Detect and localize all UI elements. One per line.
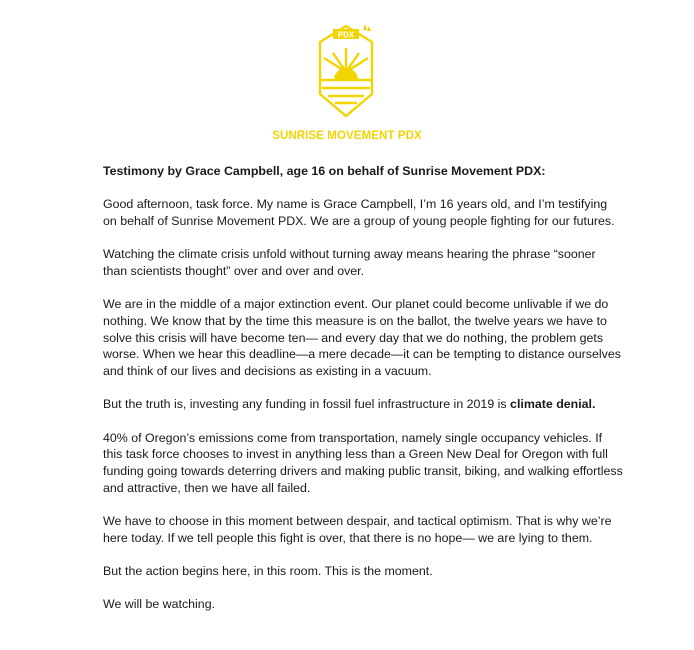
testimony-body xyxy=(103,163,623,630)
sunrise-shield-logo-icon xyxy=(316,20,376,120)
climate-denial-emphasis: climate denial. xyxy=(510,397,596,412)
climate-denial-sentence: But the truth is, investing any funding in fossil fuel infrastructure in 2019 is xyxy=(103,397,511,412)
paragraph-tactical-optimism: We have to choose in this moment between despair, and tactical optimism. That is why we’re here today. If we tell people this fight is over, that there is no hope— we are lying to them. xyxy=(103,514,612,545)
paragraph-introduction: Good afternoon, task force. My name is Grace Campbell, I’m 16 years old, and I’m testifying on behalf of Sunrise Movement PDX. We are a group of young people fighting for our futures. xyxy=(103,197,615,228)
paragraph-action-begins: But the action begins here, in this room. This is the moment. xyxy=(103,564,433,579)
logo-banner-text: PDX xyxy=(337,30,355,40)
paragraph-transportation-emissions: 40% of Oregon’s emissions come from transportation, namely single occupancy vehicles. If this task force chooses to invest in anything less than a Green New Deal for Oregon with full funding going towards deterring drivers and making public transit, biking, and walking effortless and attractive, then we have all failed. xyxy=(103,430,623,495)
organization-caption: SUNRISE MOVEMENT PDX xyxy=(272,130,422,142)
paragraph-climate-denial xyxy=(103,396,623,413)
paragraph-climate-crisis: Watching the climate crisis unfold without turning away means hearing the phrase “sooner than scientists thought” over and over and over. xyxy=(103,247,596,278)
paragraph-closing: We will be watching. xyxy=(103,597,216,612)
testimony-heading: Testimony by Grace Campbell, age 16 on behalf of Sunrise Movement PDX: xyxy=(103,164,546,178)
paragraph-extinction-event: We are in the middle of a major extinction event. Our planet could become unlivable if we do nothing. We know that by the time this measure is on the ballot, the twelve years we have to solve this crisis will have become ten— and every day that we do nothing, the problem gets worse. When we hear this deadline—a mere decade—it can be tempting to distance ourselves and think of our lives and decisions as existing in a vacuum. xyxy=(103,297,621,379)
